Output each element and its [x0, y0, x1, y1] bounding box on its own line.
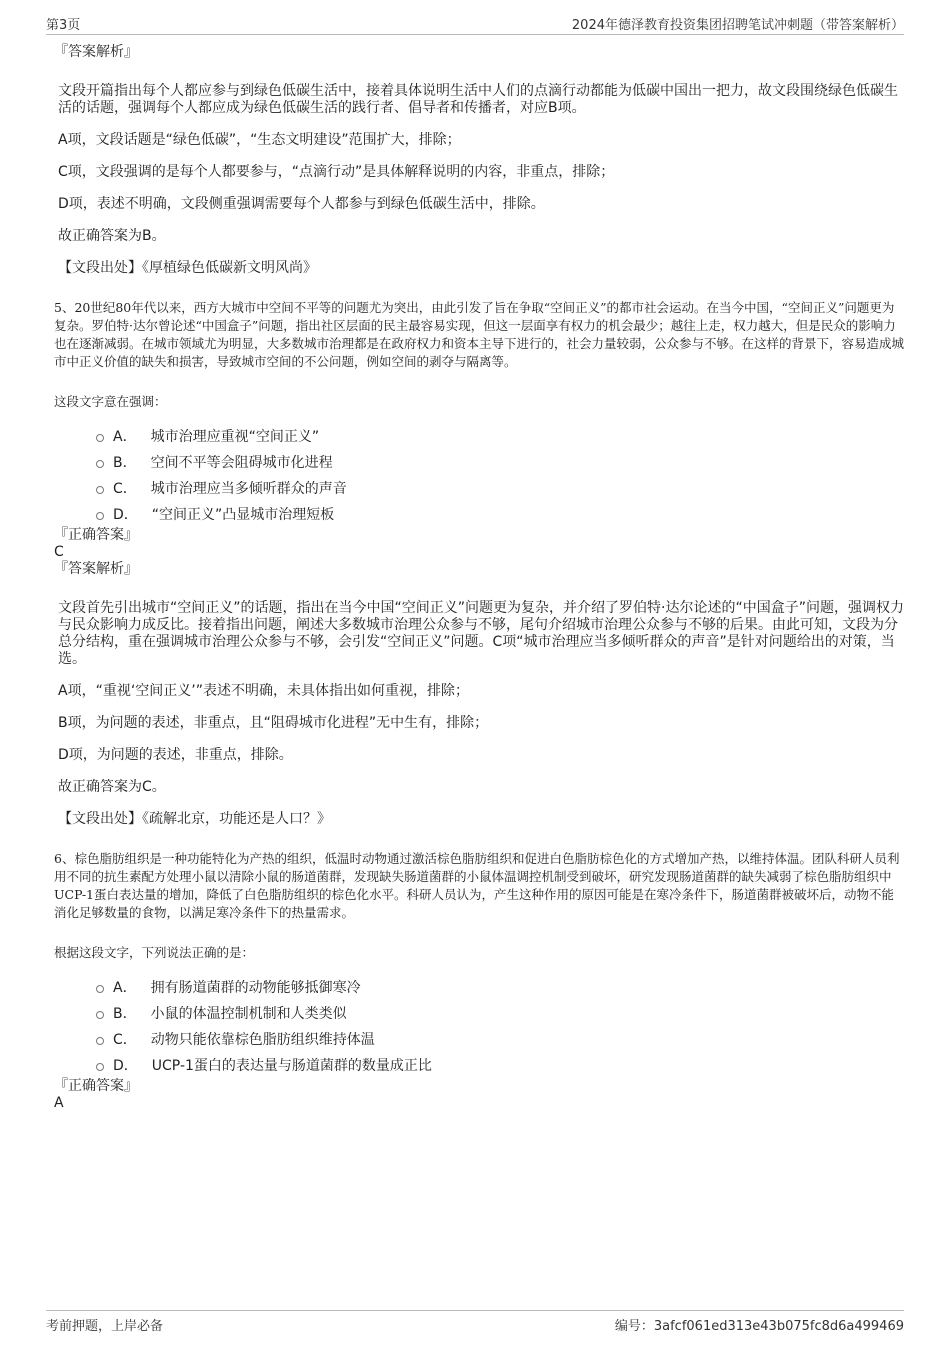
radio-icon[interactable]	[96, 512, 104, 520]
radio-icon[interactable]	[96, 1037, 104, 1045]
q5-option-b[interactable]: B． 空间不平等会阻碍城市化进程	[96, 449, 906, 475]
q5-stem: 5、20世纪80年代以来，西方大城市中空间不平等的问题尤为突出，由此引发了旨在争取“空间正义”的都市社会运动。在当今中国，“空间正义”问题更为复杂。罗伯特·达尔曾论述“中国盒子”问题，指出社区层面的民主最容易实现，但这一层面享有权力的机会最少；越往上走，权力越大，但是民众的影响力也在逐渐减弱。在城市领域尤为明显，大多数城市治理都是在政府权力和资本主导下进行的，社会力量较弱，公众参与不够。在这样的背景下，容易造成城市中正义价值的缺失和损害，导致城市空间的不公问题，例如空间的剥夺与隔离等。	[54, 300, 905, 369]
q4-answer: 故正确答案为B。	[58, 228, 166, 244]
q5-answer-value: C	[54, 544, 64, 560]
radio-icon[interactable]	[96, 1063, 104, 1071]
radio-icon[interactable]	[96, 460, 104, 468]
q6-options	[96, 974, 906, 1078]
page-footer	[46, 1310, 904, 1334]
q6-option-d[interactable]: D． UCP-1蛋白的表达量与肠道菌群的数量成正比	[96, 1052, 906, 1078]
radio-icon[interactable]	[96, 985, 104, 993]
q6-option-c[interactable]: C． 动物只能依靠棕色脂肪组织维持体温	[96, 1026, 906, 1052]
q5-analysis-label: 『答案解析』	[54, 561, 138, 577]
q5-option-d[interactable]: D． “空间正义”凸显城市治理短板	[96, 501, 906, 527]
q4-analysis: 文段开篇指出每个人都应参与到绿色低碳生活中，接着具体说明生活中人们的点滴行动都能为低碳中国出一把力，故文段围绕绿色低碳生活的话题，强调每个人都应成为绿色低碳生活的践行者、倡导者和传播者，对应B项。	[58, 83, 898, 116]
q4-analysis-label: 『答案解析』	[54, 44, 138, 60]
q4-source: 【文段出处】《厚植绿色低碳新文明风尚》	[58, 260, 317, 276]
q4-option-a-analysis: A项，文段话题是“绿色低碳”，“生态文明建设”范围扩大，排除；	[58, 132, 461, 148]
radio-icon[interactable]	[96, 434, 104, 442]
q5-options	[96, 423, 906, 527]
q5-answer: 故正确答案为C。	[58, 779, 166, 795]
q5-option-a-analysis: A项，“重视‘空间正义’”表述不明确，未具体指出如何重视，排除；	[58, 683, 469, 699]
q5-option-c[interactable]: C． 城市治理应当多倾听群众的声音	[96, 475, 906, 501]
page-content	[54, 44, 906, 1112]
q5-option-d-analysis: D项，为问题的表述，非重点，排除。	[58, 747, 293, 763]
q4-option-c-analysis: C项，文段强调的是每个人都要参与，“点滴行动”是具体解释说明的内容，非重点，排除；	[58, 164, 615, 180]
radio-icon[interactable]	[96, 486, 104, 494]
q6-prompt: 根据这段文字，下列说法正确的是：	[54, 945, 255, 960]
q6-stem: 6、棕色脂肪组织是一种功能特化为产热的组织，低温时动物通过激活棕色脂肪组织和促进白色脂肪棕色化的方式增加产热，以维持体温。团队科研人员利用不同的抗生素配方处理小鼠以清除小鼠的肠道菌群，发现缺失肠道菌群的小鼠体温调控机制受到破坏，研究发现肠道菌群的缺失减弱了棕色脂肪组织中UCP-1蛋白表达量的增加，降低了白色脂肪组织的棕色化水平。科研人员认为，产生这种作用的原因可能是在寒冷条件下，肠道菌群被破坏后，动物不能消化足够数量的食物，以满足寒冷条件下的热量需求。	[54, 851, 900, 920]
q4-option-d-analysis: D项，表述不明确，文段侧重强调需要每个人都参与到绿色低碳生活中，排除。	[58, 196, 545, 212]
q6-option-b[interactable]: B． 小鼠的体温控制机制和人类类似	[96, 1000, 906, 1026]
q6-answer-value: A	[54, 1095, 64, 1111]
q5-answer-label: 『正确答案』	[54, 527, 138, 543]
q5-option-a[interactable]: A． 城市治理应重视“空间正义”	[96, 423, 906, 449]
q5-prompt: 这段文字意在强调：	[54, 394, 167, 409]
q6-option-a[interactable]: A． 拥有肠道菌群的动物能够抵御寒冷	[96, 974, 906, 1000]
document-title: 2024年德泽教育投资集团招聘笔试冲刺题（带答案解析）	[571, 18, 904, 33]
q5-source: 【文段出处】《疏解北京，功能还是人口？》	[58, 811, 331, 827]
document-code: 编号：3afcf061ed313e43b075fc8d6a499469	[614, 1319, 904, 1334]
page-number: 第3页	[46, 18, 81, 33]
footer-slogan: 考前押题，上岸必备	[46, 1319, 164, 1334]
radio-icon[interactable]	[96, 1011, 104, 1019]
page-header	[46, 14, 904, 35]
q6-answer-label: 『正确答案』	[54, 1078, 138, 1094]
q5-option-b-analysis: B项，为问题的表述，非重点，且“阻碍城市化进程”无中生有，排除；	[58, 715, 489, 731]
q5-analysis: 文段首先引出城市“空间正义”的话题，指出在当今中国“空间正义”问题更为复杂，并介绍了罗伯特·达尔论述的“中国盒子”问题，强调权力与民众影响力成反比。接着指出问题，阐述大多数城市治理公众参与不够，尾句介绍城市治理公众参与不够的后果。由此可知，文段为分总分结构，重在强调城市治理公众参与不够，会引发“空间正义”问题。C项“城市治理应当多倾听群众的声音”是针对问题给出的对策，当选。	[58, 600, 904, 667]
